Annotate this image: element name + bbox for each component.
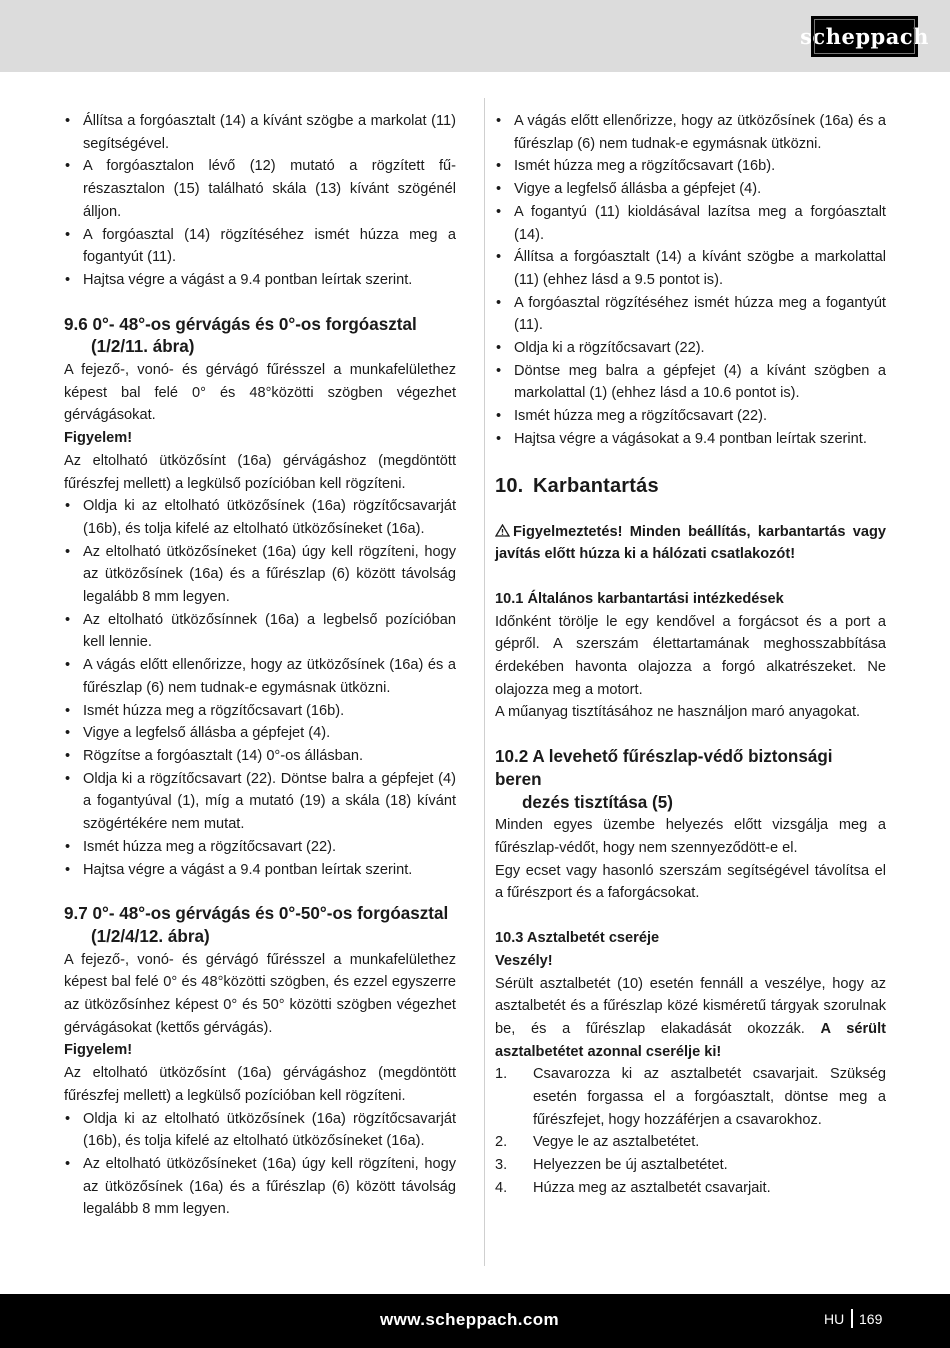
left-column [64, 110, 456, 1221]
section-10-1-heading: 10.1 Általános karbantartási intézkedések [495, 590, 784, 607]
step-number: 2. [495, 1134, 508, 1151]
bullet-list-9-7 [64, 1108, 456, 1222]
step-item [495, 1131, 886, 1154]
list-item: • Oldja ki az eltolható ütközősínek (16a) rögzítőcsavarját (16b), és tolja kifelé az eltolható ütközősíneket (16a). [64, 1108, 456, 1153]
paragraph: A fejező-, vonó- és gérvágó fűrésszel a munkafelülethez képest bal felé 0° és 48°közötti szögben, és ezzel egyszerre az ütközősínhez képest 0° és 50° közötti szögben végezhet gérvágásokat (kettős gérvágás). [64, 951, 456, 1036]
section-10-2-heading [495, 746, 886, 814]
list-item: • Oldja ki a rögzítőcsavart (22). [495, 337, 886, 360]
paragraph: A műanyag tisztításához ne használjon maró anyagokat. [495, 704, 861, 721]
right-column [495, 110, 886, 1200]
danger-emphasis: A sérült asztalbetétet azonnal cserélje ki! [495, 1020, 886, 1060]
section-title: Karbantartás [533, 474, 659, 497]
paragraph: Az eltolható ütközősínt (16a) gérvágáshoz (megdöntött fűrészfej mellett) a legkülső pozícióban kell rögzíteni. [64, 1065, 456, 1104]
step-text: Helyezzen be új asztalbetétet. [533, 1157, 728, 1174]
list-item: • A forgóasztal (14) rögzítéséhez ismét húzza meg a fogantyút (11). [64, 224, 456, 269]
attention-label: Figyelem! [64, 1042, 133, 1059]
warning-triangle-icon [495, 521, 510, 544]
section-10-3-heading: 10.3 Asztalbetét cseréje [495, 930, 660, 947]
paragraph: Időnként törölje le egy kendővel a forgácsot és a port a gépről. A szerszám élettartamának meghosszabbítása érdekében havonta olajozza a forgó alkatrészeket. Ne olajozza meg a motort. [495, 613, 886, 698]
step-text: Vegye le az asztalbetétet. [533, 1134, 700, 1151]
bullet-list-9-6 [64, 495, 456, 881]
list-item: • Rögzítse a forgóasztalt (14) 0°-os állásban. [64, 745, 456, 768]
list-item: • Hajtsa végre a vágásokat a 9.4 pontban leírtak szerint. [495, 428, 886, 451]
scheppach-logo [800, 16, 929, 57]
paragraph: Egy ecset vagy hasonló szerszám segítségével távolítsa el a fűrészport és a faforgácsokat. [495, 862, 886, 902]
step-number: 1. [495, 1066, 508, 1083]
list-item: • A fogantyú (11) kioldásával lazítsa meg a forgóasztalt (14). [495, 201, 886, 246]
numbered-steps [495, 1063, 886, 1199]
column-divider [484, 98, 485, 1266]
paragraph: A fejező-, vonó- és gérvágó fűrésszel a munkafelülethez képest bal felé 0° és 48°közötti szögben végezhet gérvágásokat. [64, 362, 456, 424]
step-number: 4. [495, 1179, 508, 1196]
step-text: Húzza meg az asztalbetét csavarjait. [533, 1179, 771, 1196]
list-item: • Az eltolható ütközősíneket (16a) úgy kell rögzíteni, hogy az ütközősínek (16a) és a fűrészlap (6) között távolság legalább 8 mm legyen. [64, 541, 456, 609]
list-item: • A forgóasztalon lévő (12) mutató a rögzített fűrészasztalon (15) található skála (13) kívánt szögénél álljon. [64, 155, 456, 223]
list-item: • Ismét húzza meg a rögzítőcsavart (16b). [64, 700, 456, 723]
list-item: • Hajtsa végre a vágást a 9.4 pontban leírtak szerint. [64, 269, 456, 292]
list-item: • A forgóasztal rögzítéséhez ismét húzza meg a fogantyút (11). [495, 292, 886, 337]
step-item [495, 1154, 886, 1177]
attention-label: Figyelem! [64, 430, 133, 447]
paragraph: Az eltolható ütközősínt (16a) gérvágáshoz (megdöntött fűrészfej mellett) a legkülső pozícióban kell rögzíteni. [64, 452, 456, 492]
list-item: • Állítsa a forgóasztalt (14) a kívánt szögbe a markolat (11) segítségével. [64, 110, 456, 155]
danger-text: Sérült asztalbetét (10) esetén fennáll a veszélye, hogy az asztalbetét és a fűrészlap közé kisméretű tárgyak szorulnak be, és a fűrészlap elakadását okozzák. [495, 975, 886, 1037]
step-item [495, 1177, 886, 1200]
list-item: • A vágás előtt ellenőrizze, hogy az ütközősínek (16a) és a fűrészlap (6) nem tudnak-e egymásnak ütközni. [495, 110, 886, 155]
section-title: 10.2 A levehető fűrészlap-védő biztonsági beren [495, 747, 833, 789]
section-figure-ref: (1/2/11. ábra) [91, 337, 195, 357]
section-title-cont: dezés tisztítása (5) [522, 792, 673, 812]
warning-notice [495, 521, 886, 566]
section-number: 10. [495, 474, 524, 497]
footer-page-number: 169 [859, 1311, 883, 1327]
warning-text: Figyelmeztetés! Minden beállítás, karbantartás vagy javítás előtt húzza ki a hálózati csatlakozót! [495, 523, 886, 563]
footer-language-code: HU [824, 1311, 845, 1327]
list-item: • Az eltolható ütközősíneket (16a) úgy kell rögzíteni, hogy az ütközősínek (16a) és a fűrészlap (6) között távolság legalább 8 mm legyen. [64, 1153, 456, 1221]
list-item: • Vigye a legfelső állásba a gépfejet (4). [64, 722, 456, 745]
section-title: 9.7 0°- 48°-os gérvágás és 0°-50°-os forgóasztal [64, 904, 449, 924]
paragraph [495, 973, 886, 1064]
step-text: Csavarozza ki az asztalbetét csavarjait. Szükség esetén forgassa el a forgóasztalt, döntse meg a fűrészfejet, hogy hozzáférjen a csavarokhoz. [533, 1066, 886, 1128]
list-item: • Oldja ki a rögzítőcsavart (22). Döntse balra a gépfejet (4) a fogantyúval (1), míg a mutató (19) a skála (18) kívánt szögértékére nem mutat. [64, 768, 456, 836]
section-9-6-heading [64, 314, 456, 359]
footer-website-link[interactable]: www.scheppach.com [380, 1310, 560, 1329]
footer-separator [851, 1309, 853, 1328]
step-item [495, 1063, 886, 1131]
list-item: • A vágás előtt ellenőrizze, hogy az ütközősínek (16a) és a fűrészlap (6) nem tudnak-e egymásnak ütközni. [64, 654, 456, 699]
list-item: • Ismét húzza meg a rögzítőcsavart (16b). [495, 155, 886, 178]
danger-label: Veszély! [495, 952, 553, 969]
bullet-list-continued [495, 110, 886, 451]
section-title: 9.6 0°- 48°-os gérvágás és 0°-os forgóasztal [64, 314, 417, 334]
section-10-heading [495, 473, 886, 499]
list-item: • Ismét húzza meg a rögzítőcsavart (22). [64, 836, 456, 859]
list-item: • Vigye a legfelső állásba a gépfejet (4). [495, 178, 886, 201]
step-number: 3. [495, 1157, 508, 1174]
list-item: • Ismét húzza meg a rögzítőcsavart (22). [495, 405, 886, 428]
paragraph: Minden egyes üzembe helyezés előtt vizsgálja meg a fűrészlap-védőt, hogy nem szennyeződött-e el. [495, 817, 886, 856]
section-9-7-heading [64, 903, 456, 948]
section-figure-ref: (1/2/4/12. ábra) [91, 926, 210, 946]
list-item: • Állítsa a forgóasztalt (14) a kívánt szögbe a markolattal (11) (ehhez lásd a 9.5 pontot is). [495, 246, 886, 291]
list-item: • Oldja ki az eltolható ütközősínek (16a) rögzítőcsavarját (16b), és tolja kifelé az eltolható ütközősíneket (16a). [64, 495, 456, 540]
list-item: • Az eltolható ütközősínnek (16a) a legbelső pozícióban kell lennie. [64, 609, 456, 654]
list-item: • Döntse meg balra a gépfejet (4) a kívánt szögben a markolattal (1) (ehhez lásd a 10.6 pontot is). [495, 360, 886, 405]
list-item: • Hajtsa végre a vágást a 9.4 pontban leírtak szerint. [64, 859, 456, 882]
logo-text: scheppach [800, 24, 929, 49]
bullet-list-intro [64, 110, 456, 292]
